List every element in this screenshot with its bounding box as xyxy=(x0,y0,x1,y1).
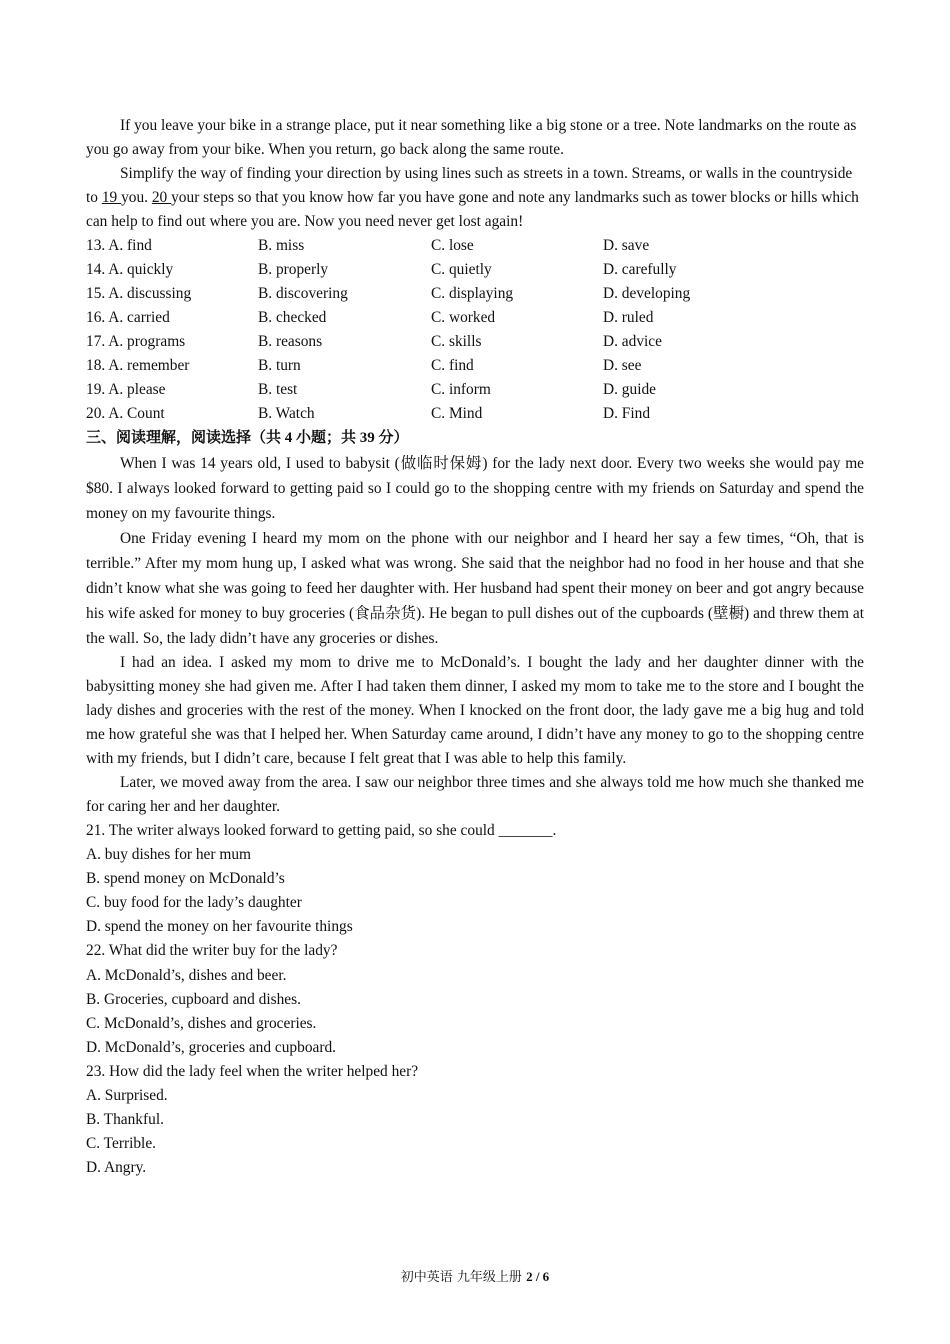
option-c: C. inform xyxy=(431,381,491,398)
option-d: D. Find xyxy=(603,405,651,422)
option-a: 15. A. discussing xyxy=(86,285,192,302)
option-d: D. see xyxy=(603,357,642,374)
answer-choice: B. Thankful. xyxy=(86,1111,164,1129)
option-b: B. miss xyxy=(258,237,305,254)
answer-choice: B. spend money on McDonald’s xyxy=(86,870,285,888)
question-stem: 23. How did the lady feel when the writer helped her? xyxy=(86,1062,419,1080)
question-stem: 21. The writer always looked forward to getting paid, so she could _______. xyxy=(86,822,557,839)
option-b: B. properly xyxy=(258,261,329,278)
option-row xyxy=(86,330,864,354)
option-a: 18. A. remember xyxy=(86,357,190,374)
passage2-paragraph-2: One Friday evening I heard my mom on the phone with our neighbor and I heard her say a few times, “Oh, that is terrible.” After my mom hung up, I asked what was wrong. She said that the neighbor had no food in her house and that she didn’t know what she was going to feed her daughter with. Her husband had spent their money on beer and got angry because his wife asked for money to buy groceries (食品杂货). He began to pull dishes out of the cupboards (壁橱) and threw them at the wall. So, the lady didn’t have any groceries or dishes. xyxy=(86,530,864,647)
option-b: B. Watch xyxy=(258,405,315,422)
answer-choice: C. Terrible. xyxy=(86,1135,157,1153)
option-row xyxy=(86,378,864,402)
passage2-paragraph-3: I had an idea. I asked my mom to drive me to McDonald’s. I bought the lady and her daughter dinner with the babysitting money she had given me. After I had taken them dinner, I asked my mom to take me to the store and I bought the lady dishes and groceries with the rest of the money. When I knocked on the front door, the lady gave me a big hug and told me how grateful she was that I helped her. When Saturday came around, I didn’t have any money to go to the shopping centre with my friends, but I didn’t care, because I felt great that I was able to help this family. xyxy=(86,654,864,767)
question-23 xyxy=(86,1060,864,1180)
option-a: 14. A. quickly xyxy=(86,261,174,278)
option-d: D. ruled xyxy=(603,309,654,326)
page-number: 2 / 6 xyxy=(526,1269,550,1284)
option-a: 13. A. find xyxy=(86,237,152,254)
option-c: C. skills xyxy=(431,333,482,350)
answer-choice: D. McDonald’s, groceries and cupboard. xyxy=(86,1038,337,1056)
option-row xyxy=(86,258,864,282)
passage1-text: you. xyxy=(121,189,152,206)
answer-choice: C. buy food for the lady’s daughter xyxy=(86,894,302,912)
exam-page xyxy=(86,114,864,1180)
option-b: B. discovering xyxy=(258,285,348,302)
passage2-paragraph-1: When I was 14 years old, I used to babysit (做临时保姆) for the lady next door. Every two weeks she would pay me $80. I always looked forward to getting paid so I could go to the shopping centre with my friends on Saturday and spend the money on my favourite things. xyxy=(86,455,864,522)
option-row xyxy=(86,402,864,426)
option-row xyxy=(86,306,864,330)
option-row xyxy=(86,282,864,306)
option-d: D. carefully xyxy=(603,261,677,278)
option-c: C. Mind xyxy=(431,405,483,422)
option-b: B. turn xyxy=(258,357,301,374)
option-row xyxy=(86,234,864,258)
passage1-paragraph-1: If you leave your bike in a strange place, put it near something like a big stone or a tree. Note landmarks on the route as you go away from your bike. When you return, go back along the same route. xyxy=(86,117,857,158)
question-22 xyxy=(86,939,864,1059)
option-c: C. worked xyxy=(431,309,496,326)
option-d: D. developing xyxy=(603,285,691,302)
answer-choice: A. McDonald’s, dishes and beer. xyxy=(86,966,287,984)
blank-19: 19 xyxy=(101,189,122,206)
option-b: B. reasons xyxy=(258,333,323,350)
answer-choice: D. spend the money on her favourite things xyxy=(86,918,353,936)
passage2-paragraph-4: Later, we moved away from the area. I saw our neighbor three times and she always told me how much she thanked me for caring her and her daughter. xyxy=(86,774,864,815)
passage1-paragraph-2 xyxy=(86,162,864,234)
answer-choice: D. Angry. xyxy=(86,1159,147,1177)
footer-text: 初中英语 九年级上册 xyxy=(400,1270,527,1285)
option-d: D. advice xyxy=(603,333,662,350)
option-c: C. find xyxy=(431,357,474,374)
question-stem: 22. What did the writer buy for the lady? xyxy=(86,942,338,960)
options-table xyxy=(86,234,864,426)
question-21 xyxy=(86,819,864,939)
option-row xyxy=(86,354,864,378)
answer-choice: B. Groceries, cupboard and dishes. xyxy=(86,990,301,1008)
option-a: 16. A. carried xyxy=(86,309,170,326)
option-c: C. displaying xyxy=(431,285,514,302)
passage1-text: Simplify the way of finding your direction by using lines such as streets in a town. Streams, or walls in the countryside to xyxy=(86,165,853,206)
answer-choice: A. Surprised. xyxy=(86,1087,168,1105)
page-footer xyxy=(0,1266,950,1285)
answer-choice: A. buy dishes for her mum xyxy=(86,846,251,864)
option-a: 20. A. Count xyxy=(86,405,165,422)
section-heading: 三、阅读理解，阅读选择（共 4 小题；共 39 分） xyxy=(86,430,409,446)
option-c: C. quietly xyxy=(431,261,492,278)
option-d: D. save xyxy=(603,237,650,254)
option-a: 19. A. please xyxy=(86,381,166,398)
answer-choice: C. McDonald’s, dishes and groceries. xyxy=(86,1014,317,1032)
option-b: B. test xyxy=(258,381,298,398)
passage1-text: your steps so that you know how far you have gone and note any landmarks such as tower blocks or hills which can help to find out where you are. Now you need never get lost again! xyxy=(86,189,859,230)
option-d: D. guide xyxy=(603,381,657,398)
option-c: C. lose xyxy=(431,237,474,254)
blank-20: 20 xyxy=(151,189,172,206)
option-b: B. checked xyxy=(258,309,327,326)
option-a: 17. A. programs xyxy=(86,333,186,350)
